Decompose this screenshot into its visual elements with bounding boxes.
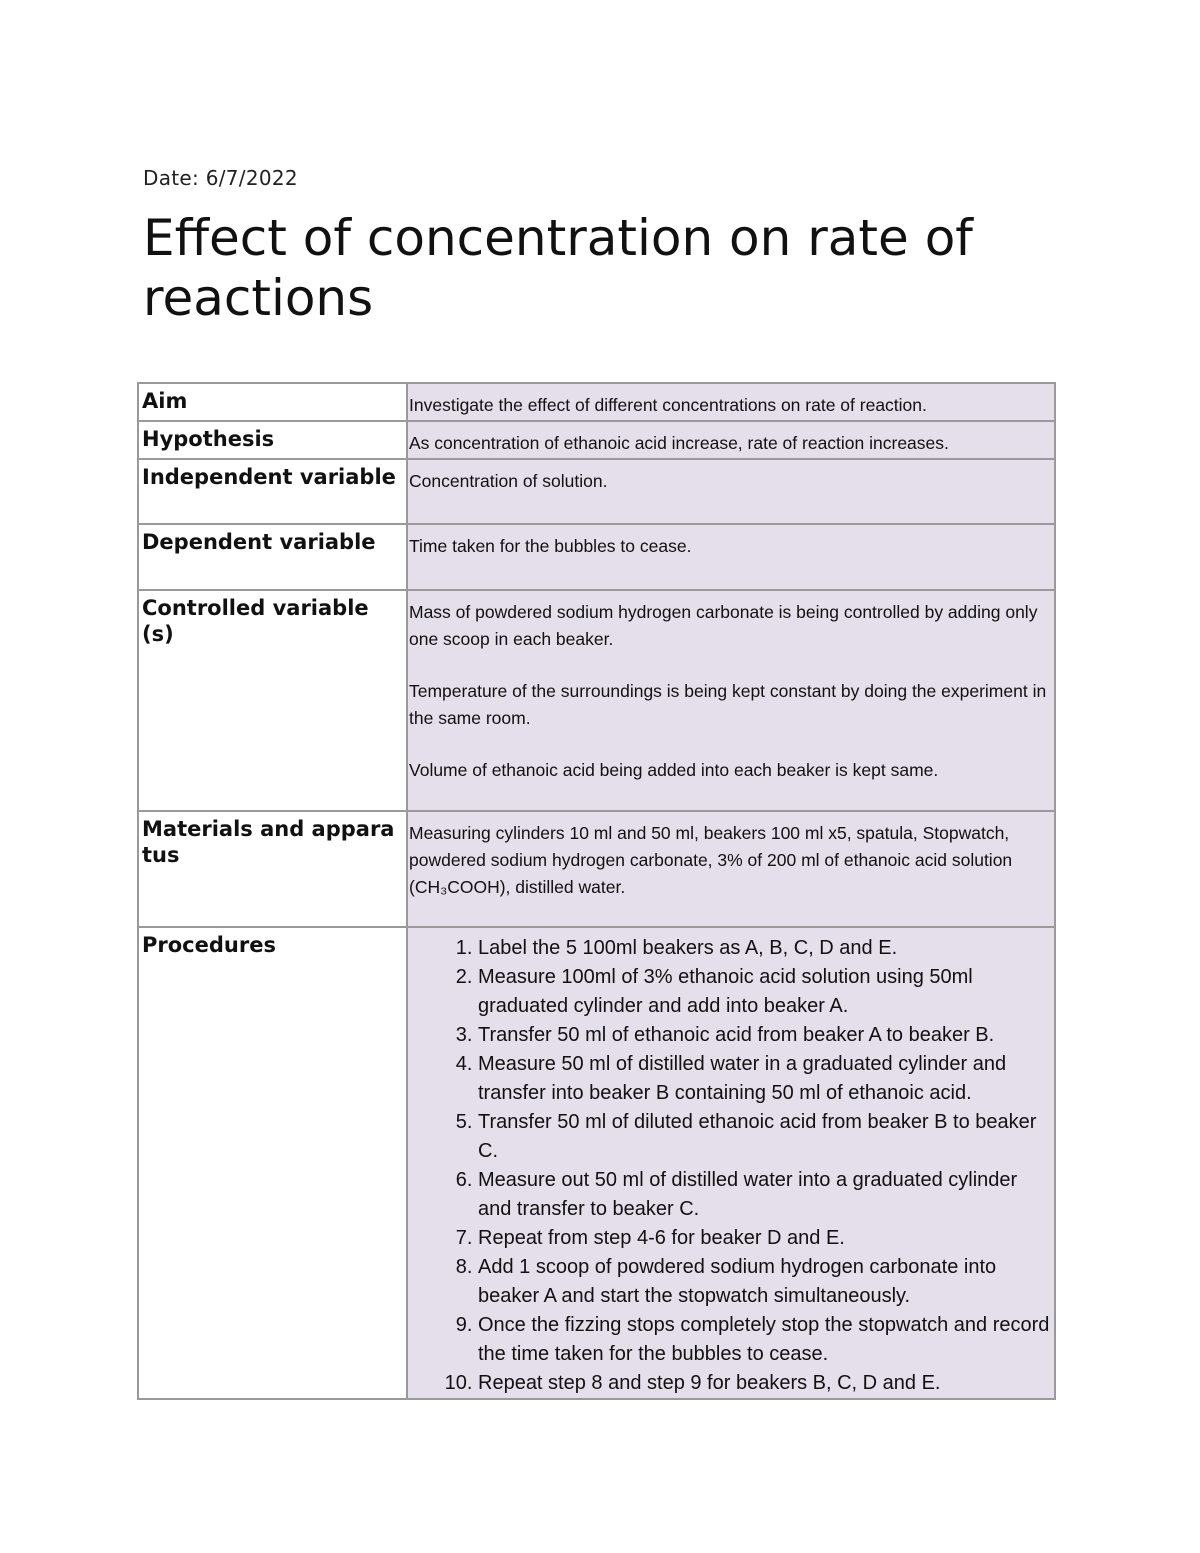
- procedures-label: Procedures: [138, 927, 407, 1399]
- row-hypothesis: [138, 421, 1055, 459]
- independent-variable-value: Concentration of solution.: [407, 459, 1055, 524]
- row-procedures: [138, 927, 1055, 1399]
- dependent-variable-value: Time taken for the bubbles to cease.: [407, 524, 1055, 590]
- procedure-step: 3. Transfer 50 ml of ethanoic acid from beaker A to beaker B.: [478, 1021, 1050, 1050]
- procedure-step: 9. Once the fizzing stops completely stop the stopwatch and record the time taken for the bubbles to cease.: [478, 1311, 1050, 1369]
- aim-label: Aim: [138, 383, 407, 421]
- hypothesis-value: As concentration of ethanoic acid increase, rate of reaction increases.: [407, 421, 1055, 459]
- procedure-step: 2. Measure 100ml of 3% ethanoic acid solution using 50ml graduated cylinder and add into beaker A.: [478, 963, 1050, 1021]
- row-independent-variable: [138, 459, 1055, 524]
- materials-label: Materials and apparatus: [138, 811, 407, 927]
- procedure-step: 8. Add 1 scoop of powdered sodium hydrogen carbonate into beaker A and start the stopwatch simultaneously.: [478, 1253, 1050, 1311]
- materials-value: Measuring cylinders 10 ml and 50 ml, beakers 100 ml x5, spatula, Stopwatch, powdered sodium hydrogen carbonate, 3% of 200 ml of ethanoic acid solution (CH₃COOH), distilled water.: [407, 811, 1055, 927]
- row-controlled-variables: [138, 590, 1055, 811]
- procedure-step: 7. Repeat from step 4-6 for beaker D and E.: [478, 1224, 1050, 1253]
- document-title: Effect of concentration on rate of reactions: [143, 209, 973, 327]
- hypothesis-label: Hypothesis: [138, 421, 407, 459]
- procedure-step: 4. Measure 50 ml of distilled water in a graduated cylinder and transfer into beaker B containing 50 ml of ethanoic acid.: [478, 1050, 1050, 1108]
- procedure-step: 6. Measure out 50 ml of distilled water into a graduated cylinder and transfer to beaker C.: [478, 1166, 1050, 1224]
- document-date: Date: 6/7/2022: [143, 166, 298, 190]
- procedure-step: 10. Repeat step 8 and step 9 for beakers B, C, D and E.: [478, 1369, 1050, 1398]
- controlled-variables-label: Controlled variable (s): [138, 590, 407, 811]
- experiment-table: [137, 382, 1056, 1400]
- independent-variable-label: Independent variable: [138, 459, 407, 524]
- dependent-variable-label: Dependent variable: [138, 524, 407, 590]
- row-materials: [138, 811, 1055, 927]
- row-aim: [138, 383, 1055, 421]
- procedure-list: [408, 934, 1050, 1398]
- controlled-variable-volume: Volume of ethanoic acid being added into each beaker is kept same.: [409, 760, 939, 780]
- procedure-step: 1. Label the 5 100ml beakers as A, B, C, D and E.: [478, 934, 1050, 963]
- controlled-variable-temperature: Temperature of the surroundings is being kept constant by doing the experiment in the same room.: [409, 681, 1047, 728]
- controlled-variables-value: [407, 590, 1055, 811]
- aim-value: Investigate the effect of different concentrations on rate of reaction.: [407, 383, 1055, 421]
- controlled-variable-mass: Mass of powdered sodium hydrogen carbonate is being controlled by adding only one scoop in each beaker.: [409, 602, 1038, 649]
- row-dependent-variable: [138, 524, 1055, 590]
- procedure-step: 5. Transfer 50 ml of diluted ethanoic acid from beaker B to beaker C.: [478, 1108, 1050, 1166]
- procedures-value: [407, 927, 1055, 1399]
